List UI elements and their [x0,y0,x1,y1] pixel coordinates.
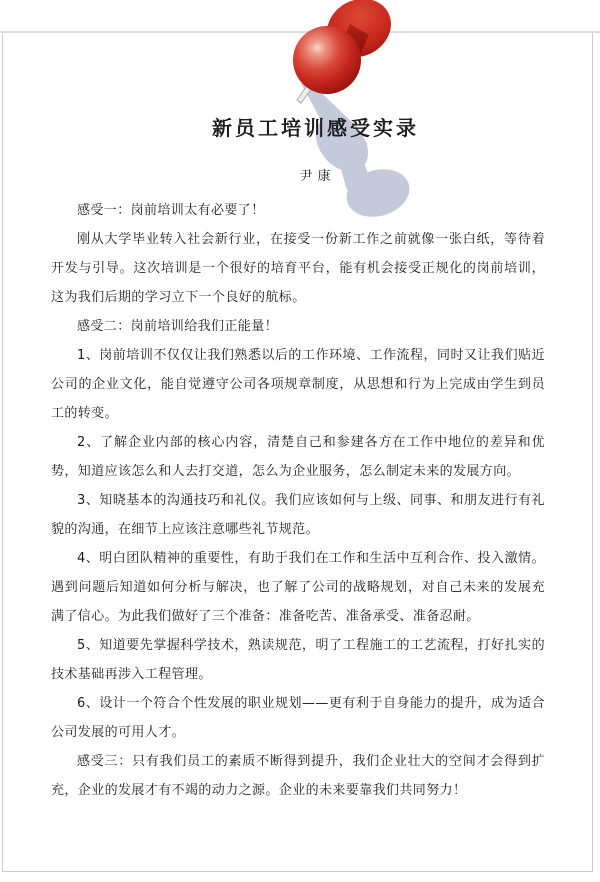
paragraph: 感受三：只有我们员工的素质不断得到提升，我们企业壮大的空间才会得到扩充，企业的发展才有不竭的动力之源。企业的未来要靠我们共同努力！ [51,754,545,798]
document-body [51,196,545,805]
paragraph: 4、明白团队精神的重要性，有助于我们在工作和生活中互利合作、投入激情。遇到问题后知道如何分析与解决，也了解了公司的战略规划，对自己未来的发展充满了信心。为此我们做好了三个准备：准备吃苦、准备承受、准备忍耐。 [51,551,545,624]
paragraph: 感受一：岗前培训太有必要了！ [77,203,265,218]
paragraph: 1、岗前培训不仅仅让我们熟悉以后的工作环境、工作流程，同时又让我们贴近公司的企业文化，能自觉遵守公司各项规章制度，从思想和行为上完成由学生到员工的转变。 [51,348,545,421]
document-title: 新员工培训感受实录 [212,116,419,140]
paragraph: 6、设计一个符合个性发展的职业规划——更有利于自身能力的提升，成为适合公司发展的可用人才。 [51,696,545,740]
pushpin-ball [293,26,361,94]
author-name: 尹康 [299,169,336,184]
paragraph: 3、知晓基本的沟通技巧和礼仪。我们应该如何与上级、同事、和朋友进行有礼貌的沟通，在细节上应该注意哪些礼节规范。 [51,493,545,537]
paragraph: 2、了解企业内部的核心内容，清楚自己和参建各方在工作中地位的差异和优势，知道应该怎么和人去打交道，怎么为企业服务，怎么制定未来的发展方向。 [51,435,545,479]
paragraph: 5、知道要先掌握科学技术，熟读规范，明了工程施工的工艺流程，打好扎实的技术基础再涉入工程管理。 [51,638,545,682]
paragraph: 感受二：岗前培训给我们正能量！ [77,319,279,334]
paragraph: 刚从大学毕业转入社会新行业，在接受一份新工作之前就像一张白纸，等待着开发与引导。这次培训是一个很好的培育平台，能有机会接受正规化的岗前培训，这为我们后期的学习立下一个良好的航标。 [51,232,545,305]
